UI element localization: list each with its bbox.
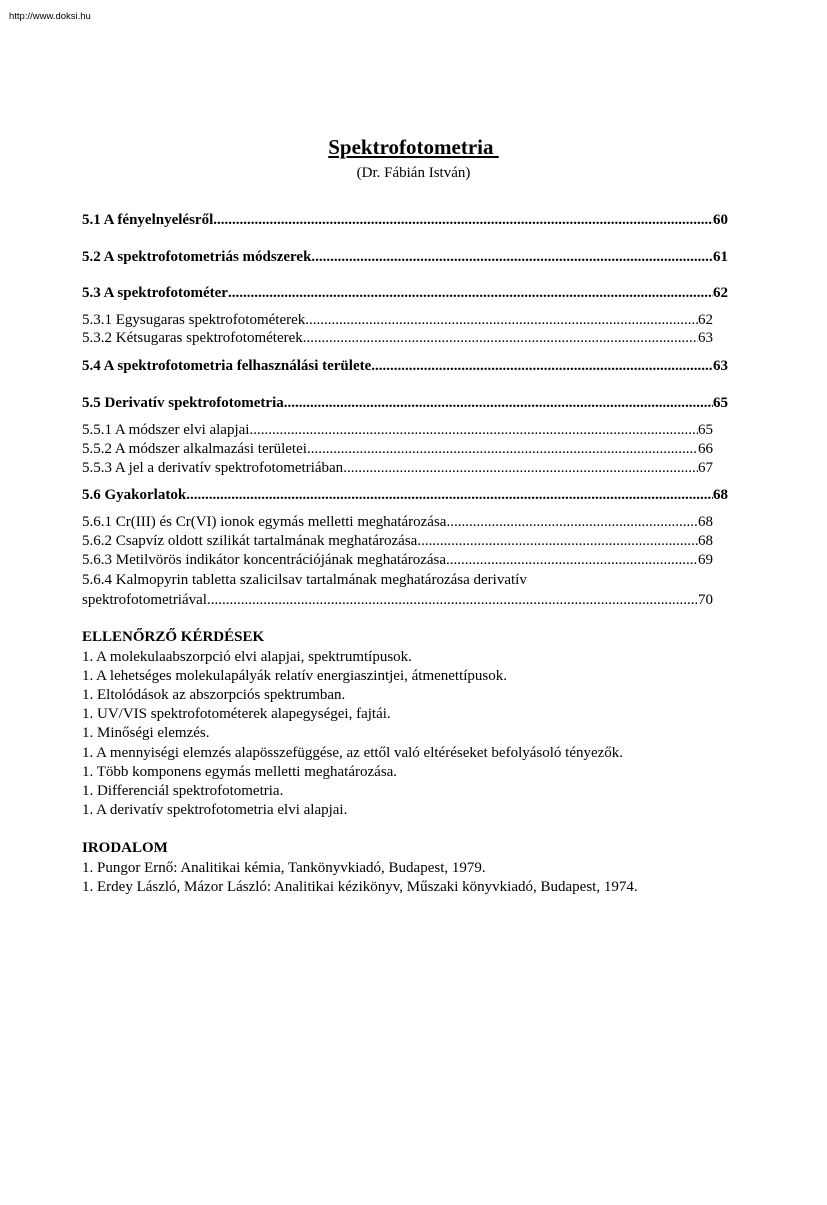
- toc-page-number: 62: [698, 312, 713, 328]
- toc-page-number: 62: [713, 285, 728, 301]
- toc-page-number: 69: [698, 552, 713, 568]
- toc-entry-5-5-3[interactable]: [82, 459, 713, 477]
- toc-label: 5.6.3 Metilvörös indikátor koncentrációjának meghatározása: [82, 552, 447, 568]
- toc-leader: [213, 211, 713, 229]
- toc-label: 5.1 A fényelnyelésről: [82, 212, 214, 228]
- toc-label: 5.4 A spektrofotometria felhasználási területe: [82, 358, 372, 374]
- question-item: 1. A molekulaabszorpció elvi alapjai, spektrumtípusok.: [82, 649, 412, 665]
- question-item: 1. UV/VIS spektrofotométerek alapegységei, fajtái.: [82, 706, 391, 722]
- toc-leader: [417, 532, 698, 550]
- toc-label: 5.5.1 A módszer elvi alapjai: [82, 422, 250, 438]
- toc-label: 5.3.1 Egysugaras spektrofotométerek: [82, 312, 306, 328]
- toc-page-number: 63: [698, 330, 713, 346]
- toc-page-number: 61: [713, 249, 728, 265]
- toc-label: 5.6.2 Csapvíz oldott szilikát tartalmának meghatározása: [82, 533, 418, 549]
- toc-page-number: 65: [713, 395, 728, 411]
- toc-label: spektrofotometriával: [82, 592, 207, 608]
- toc-leader: [311, 248, 713, 266]
- question-item: 1. A mennyiségi elemzés alapösszefüggése, az ettől való eltéréseket befolyásoló tényezők.: [82, 745, 624, 761]
- toc-page-number: 68: [698, 514, 713, 530]
- toc-page-number: 63: [713, 358, 728, 374]
- toc-page-number: 66: [698, 441, 713, 457]
- source-url[interactable]: http://www.doksi.hu: [9, 11, 91, 22]
- toc-leader: [371, 357, 713, 375]
- toc-entry-5-6-4[interactable]: [82, 591, 713, 609]
- toc-page-number: 68: [698, 533, 713, 549]
- toc-entry-5-1[interactable]: [82, 211, 728, 229]
- toc-entry-5-6-3[interactable]: [82, 551, 713, 569]
- toc-entry-5-5-1[interactable]: [82, 421, 713, 439]
- toc-leader: [343, 459, 698, 477]
- toc-leader: [305, 311, 698, 329]
- toc-label: 5.3.2 Kétsugaras spektrofotométerek: [82, 330, 303, 346]
- question-item: 1. A lehetséges molekulapályák relatív energiaszintjei, átmenettípusok.: [82, 668, 508, 684]
- toc-leader: [284, 394, 713, 412]
- toc-leader: [303, 329, 698, 347]
- references-heading: IRODALOM: [82, 840, 168, 856]
- toc-page-number: 68: [713, 487, 728, 503]
- toc-entry-5-3[interactable]: [82, 284, 728, 302]
- toc-leader: [207, 591, 698, 609]
- toc-label: 5.6 Gyakorlatok: [82, 487, 187, 503]
- toc-entry-5-4[interactable]: [82, 357, 728, 375]
- question-item: 1. Eltolódások az abszorpciós spektrumban.: [82, 687, 346, 703]
- toc-entry-5-6-2[interactable]: [82, 532, 713, 550]
- toc-leader: [307, 440, 698, 458]
- toc-page-number: 70: [698, 592, 713, 608]
- toc-entry-5-5[interactable]: [82, 394, 728, 412]
- reference-item: 1. Erdey László, Mázor László: Analitikai kézikönyv, Műszaki könyvkiadó, Budapest, 1974.: [82, 879, 638, 895]
- question-item: 1. Differenciál spektrofotometria.: [82, 783, 284, 799]
- toc-label: 5.5 Derivatív spektrofotometria: [82, 395, 284, 411]
- toc-page-number: 67: [698, 460, 713, 476]
- question-item: 1. A derivatív spektrofotometria elvi alapjai.: [82, 802, 348, 818]
- author-line: (Dr. Fábián István): [356, 165, 471, 181]
- toc-entry-5-2[interactable]: [82, 248, 728, 266]
- toc-entry-5-6-1[interactable]: [82, 513, 713, 531]
- toc-label: 5.5.3 A jel a derivatív spektrofotometriában: [82, 460, 344, 476]
- question-item: 1. Több komponens egymás melletti meghatározása.: [82, 764, 398, 780]
- questions-heading: ELLENŐRZŐ KÉRDÉSEK: [82, 629, 265, 645]
- toc-entry-5-6[interactable]: [82, 486, 728, 504]
- toc-label: 5.3 A spektrofotométer: [82, 285, 228, 301]
- reference-item: 1. Pungor Ernő: Analitikai kémia, Tankönyvkiadó, Budapest, 1979.: [82, 860, 486, 876]
- toc-page-number: 60: [713, 212, 728, 228]
- toc-leader: [446, 513, 698, 531]
- toc-label: 5.5.2 A módszer alkalmazási területei: [82, 441, 307, 457]
- toc-leader: [446, 551, 698, 569]
- toc-leader: [228, 284, 713, 302]
- toc-leader: [249, 421, 698, 439]
- toc-entry-5-3-2[interactable]: [82, 329, 713, 347]
- page-title: Spektrofotometria: [328, 135, 499, 159]
- toc-entry-5-3-1[interactable]: [82, 311, 713, 329]
- question-item: 1. Minőségi elemzés.: [82, 725, 210, 741]
- toc-label: 5.2 A spektrofotometriás módszerek: [82, 249, 312, 265]
- toc-page-number: 65: [698, 422, 713, 438]
- toc-leader: [186, 486, 713, 504]
- toc-label: 5.6.1 Cr(III) és Cr(VI) ionok egymás melletti meghatározása: [82, 514, 447, 530]
- toc-entry-5-5-2[interactable]: [82, 440, 713, 458]
- toc-entry-5-6-4-title[interactable]: 5.6.4 Kalmopyrin tabletta szalicilsav tartalmának meghatározása derivatív: [82, 572, 527, 588]
